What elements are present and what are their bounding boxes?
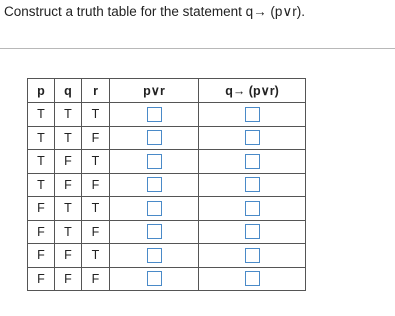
implication-answer-box[interactable] [245, 107, 260, 122]
cell-r: F [82, 267, 110, 291]
table-row [28, 244, 306, 268]
truth-table [27, 78, 306, 291]
table-row [28, 150, 306, 174]
table-row [28, 173, 306, 197]
cell-q: T [55, 103, 82, 127]
cell-q: F [55, 267, 82, 291]
cell-result [199, 220, 306, 244]
p-or-r-answer-box[interactable] [147, 154, 162, 169]
header-q: q [55, 79, 82, 103]
cell-por [110, 150, 199, 174]
implication-answer-box[interactable] [245, 130, 260, 145]
implication-answer-box[interactable] [245, 201, 260, 216]
cell-q: T [55, 126, 82, 150]
cell-p: T [28, 150, 55, 174]
table-row [28, 267, 306, 291]
cell-p: F [28, 244, 55, 268]
cell-por [110, 197, 199, 221]
header-p-or-r: p∨r [110, 79, 199, 103]
cell-r: F [82, 220, 110, 244]
truth-table-body [28, 103, 306, 291]
cell-p: T [28, 126, 55, 150]
cell-p: T [28, 173, 55, 197]
p-or-r-answer-box[interactable] [147, 201, 162, 216]
cell-result [199, 244, 306, 268]
table-row [28, 126, 306, 150]
p-or-r-answer-box[interactable] [147, 271, 162, 286]
p-or-r-answer-box[interactable] [147, 130, 162, 145]
cell-result [199, 197, 306, 221]
cell-r: T [82, 197, 110, 221]
cell-result [199, 267, 306, 291]
table-row [28, 220, 306, 244]
cell-p: T [28, 103, 55, 127]
cell-r: F [82, 126, 110, 150]
cell-result [199, 173, 306, 197]
cell-por [110, 220, 199, 244]
cell-p: F [28, 220, 55, 244]
header-r: r [82, 79, 110, 103]
p-or-r-answer-box[interactable] [147, 177, 162, 192]
implication-answer-box[interactable] [245, 271, 260, 286]
p-or-r-answer-box[interactable] [147, 248, 162, 263]
cell-q: T [55, 220, 82, 244]
p-or-r-answer-box[interactable] [147, 224, 162, 239]
implication-answer-box[interactable] [245, 154, 260, 169]
cell-por [110, 173, 199, 197]
cell-q: F [55, 173, 82, 197]
divider [0, 48, 395, 49]
table-row [28, 197, 306, 221]
header-q-implies-p-or-r: q→ (p∨r) [199, 79, 306, 103]
implication-answer-box[interactable] [245, 177, 260, 192]
cell-result [199, 126, 306, 150]
cell-r: T [82, 244, 110, 268]
cell-q: F [55, 244, 82, 268]
p-or-r-answer-box[interactable] [147, 107, 162, 122]
cell-por [110, 244, 199, 268]
header-p: p [28, 79, 55, 103]
cell-p: F [28, 267, 55, 291]
cell-r: T [82, 103, 110, 127]
implication-answer-box[interactable] [245, 248, 260, 263]
cell-result [199, 103, 306, 127]
cell-result [199, 150, 306, 174]
cell-por [110, 126, 199, 150]
implication-answer-box[interactable] [245, 224, 260, 239]
cell-r: F [82, 173, 110, 197]
cell-q: F [55, 150, 82, 174]
header-row [28, 79, 306, 103]
table-row [28, 103, 306, 127]
cell-por [110, 103, 199, 127]
cell-por [110, 267, 199, 291]
cell-r: T [82, 150, 110, 174]
question-text: Construct a truth table for the statement q→ (p∨r). [4, 4, 306, 19]
cell-p: F [28, 197, 55, 221]
cell-q: T [55, 197, 82, 221]
